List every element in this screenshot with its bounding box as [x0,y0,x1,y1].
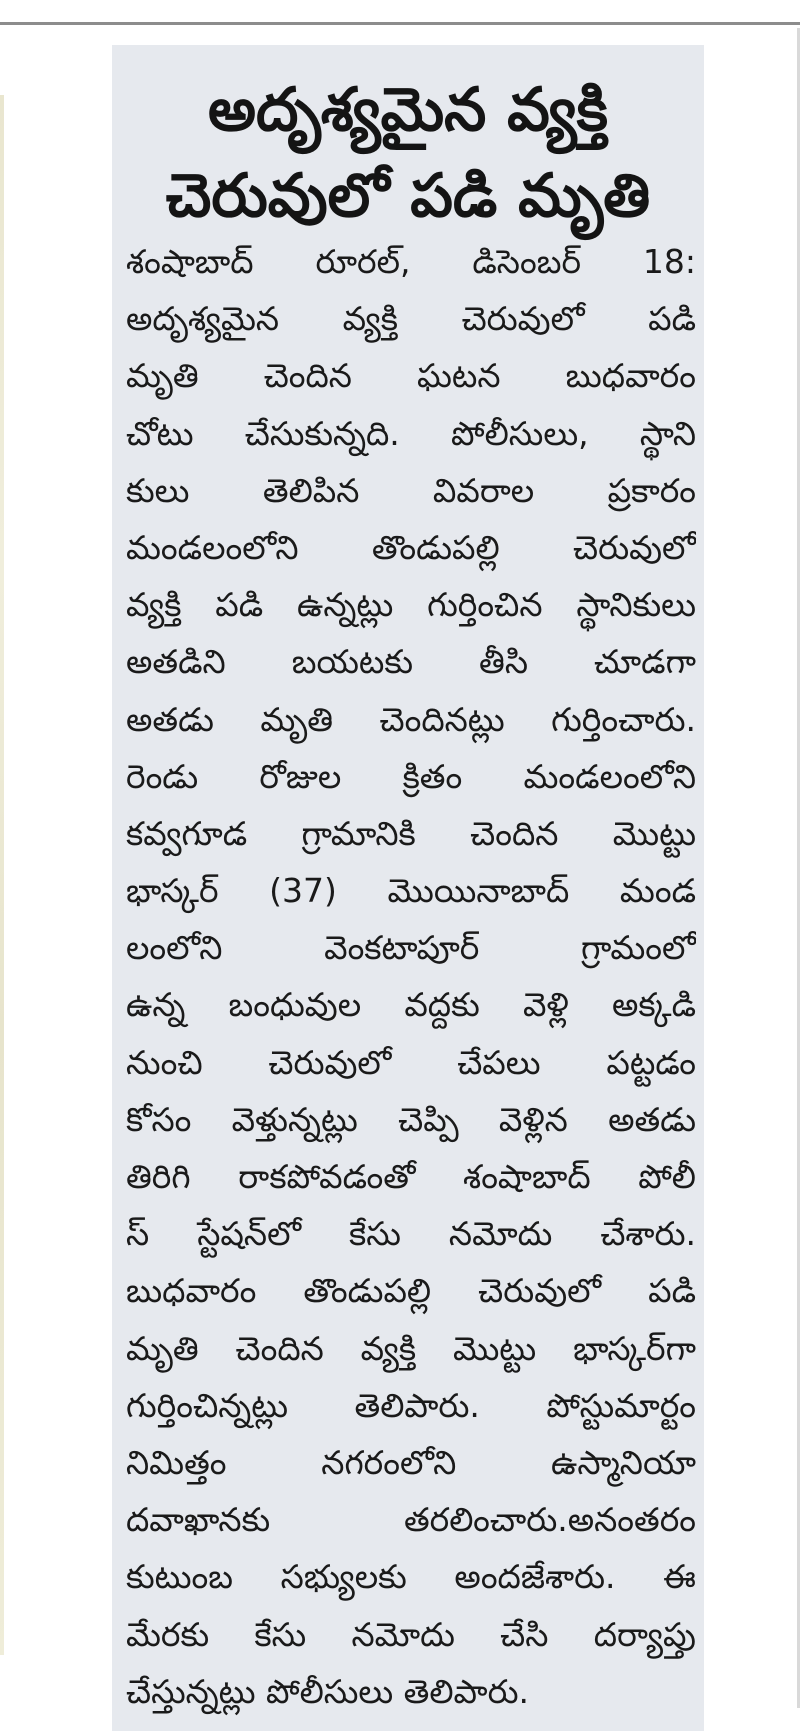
article-line: కోసం వెళ్తున్నట్లు చెప్పి వెళ్లిన అతడు [126,1099,696,1139]
article-line: చోటు చేసుకున్నది. పోలీసులు, స్థాని [126,413,696,453]
article-line: నుంచి చెరువులో చేపలు పట్టడం [126,1042,696,1082]
article-line: అదృశ్యమైన వ్యక్తి చెరువులో పడి [126,299,696,339]
article-line: శంషాబాద్ రూరల్, డిసెంబర్ 18: [126,242,696,281]
article-line: దవాఖానకు తరలించారు.అనంతరం [126,1500,696,1540]
article-line: తిరిగి రాకపోవడంతో శంషాబాద్ పోలీ [126,1157,696,1196]
article-line: అతడిని బయటకు తీసి చూడగా [126,642,696,682]
article-line: అతడు మృతి చెందినట్లు గుర్తించారు. [126,699,696,739]
headline [112,45,704,239]
article-line: మండలంలోని తొండుపల్లి చెరువులో [126,527,696,567]
article-line: కుటుంబ సభ్యులకు అందజేశారు. ఈ [126,1557,696,1597]
article-line: ఉన్న బంధువుల వద్దకు వెళ్లి అక్కడి [126,985,696,1025]
article-line: చేస్తున్నట్లు పోలీసులు తెలిపారు. [126,1671,530,1711]
article-line: బుధవారం తొండుపల్లి చెరువులో పడి [126,1271,696,1311]
article-line: కవ్వగూడ గ్రామానికి చెందిన మొట్టు [126,813,696,853]
article-line: మేరకు కేసు నమోదు చేసి దర్యాప్తు [126,1614,696,1654]
article-line: మృతి చెందిన ఘటన బుధవారం [126,356,696,396]
article-line: మృతి చెందిన వ్యక్తి మొట్టు భాస్కర్‌గా [126,1328,696,1368]
top-divider-line [0,22,800,25]
article-body [126,233,696,1720]
article-line: నిమిత్తం నగరంలోని ఉస్మానియా [126,1442,696,1482]
article-line: గుర్తించిన్నట్లు తెలిపారు. పోస్టుమార్టం [126,1385,696,1425]
article-line: భాస్కర్ (37) మొయినాబాద్ మండ [126,871,696,911]
article-line: రెండు రోజుల క్రితం మండలంలోని [126,756,696,796]
headline-line: అదృశ్యమైన వ్యక్తి [208,75,608,145]
news-clipping [112,45,704,1731]
article-line: వ్యక్తి పడి ఉన్నట్లు గుర్తించిన స్థానికులు [126,585,696,625]
headline-line: చెరువులో పడి మృతి [165,161,651,231]
article-line: లంలోని వెంకటాపూర్ గ్రామంలో [126,928,696,968]
article-line: స్ స్టేషన్‌లో కేసు నమోదు చేశారు. [126,1214,696,1254]
article-line: కులు తెలిపిన వివరాల ప్రకారం [126,470,696,510]
adjacent-clipping-edge [0,95,4,1655]
